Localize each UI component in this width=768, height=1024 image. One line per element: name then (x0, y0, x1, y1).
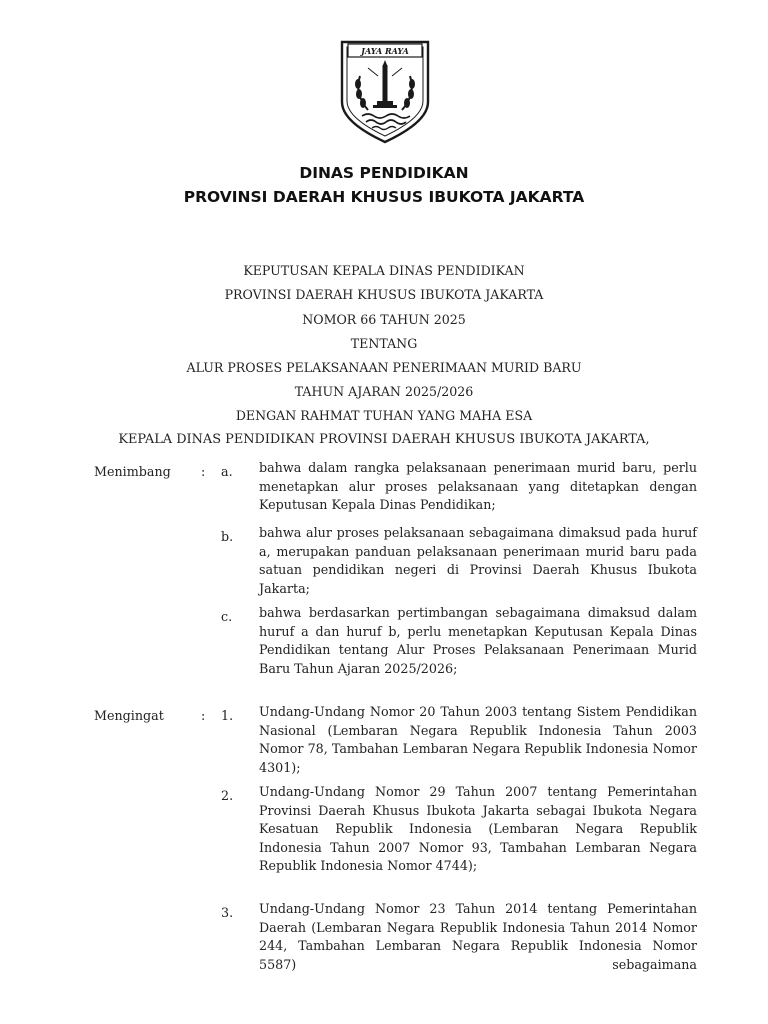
agency-name: DINAS PENDIDIKAN (299, 164, 469, 182)
considering-item-c-marker: c. (221, 609, 233, 624)
decree-about: TENTANG (350, 336, 418, 351)
recalling-item-1-text: Undang-Undang Nomor 20 Tahun 2003 tentang Sistem Pendidikan Nasional (Lembaran Negara Republik Indonesia Tahun 2003 Nomor 78, Tambahan Lembaran Negara Republik Indonesia Nomor 4301); (259, 704, 697, 775)
recalling-item-3-marker: 3. (221, 905, 234, 920)
considering-item-a-text: bahwa dalam rangka pelaksanaan penerimaan murid baru, perlu menetapkan alur proses pelaksanaan yang ditetapkan dengan Keputusan Kepala Dinas Pendidikan; (259, 460, 697, 513)
decree-year: TAHUN AJARAN 2025/2026 (294, 384, 474, 399)
logo-motto: JAYA RAYA (361, 46, 409, 56)
recalling-item-2-marker: 2. (221, 788, 234, 803)
considering-colon: : (201, 464, 206, 479)
recalling-item-2-text: Undang-Undang Nomor 29 Tahun 2007 tentang Pemerintahan Provinsi Daerah Khusus Ibukota Jakarta sebagai Ibukota Negara Kesatuan Republik Indonesia (Lembaran Negara Republik Indonesia Tahun 2007 Nomor 93, Tambahan Lembaran Negara Republik Indonesia Nomor 4744); (259, 784, 697, 874)
decree-title: KEPUTUSAN KEPALA DINAS PENDIDIKAN (243, 263, 525, 278)
decree-official: KEPALA DINAS PENDIDIKAN PROVINSI DAERAH KHUSUS IBUKOTA JAKARTA, (118, 432, 650, 447)
recalling-colon: : (201, 708, 206, 723)
decree-region: PROVINSI DAERAH KHUSUS IBUKOTA JAKARTA (224, 287, 544, 302)
jakarta-coat-of-arms-logo (338, 38, 432, 146)
considering-item-b-text: bahwa alur proses pelaksanaan sebagaimana dimaksud pada huruf a, merupakan panduan pelaksanaan penerimaan murid baru pada satuan pendidikan negeri di Provinsi Daerah Khusus Ibukota Jakarta; (259, 525, 697, 596)
decree-subject: ALUR PROSES PELAKSANAAN PENERIMAAN MURID BARU (186, 360, 582, 375)
agency-region: PROVINSI DAERAH KHUSUS IBUKOTA JAKARTA (183, 188, 585, 206)
considering-item-a-marker: a. (221, 464, 233, 479)
considering-item-c-text: bahwa berdasarkan pertimbangan sebagaimana dimaksud dalam huruf a dan huruf b, perlu menetapkan Keputusan Kepala Dinas Pendidikan tentang Alur Proses Pelaksanaan Penerimaan Murid Baru Tahun Ajaran 2025/2026; (259, 605, 697, 676)
considering-item-b-marker: b. (221, 529, 234, 544)
recalling-item-3-text: Undang-Undang Nomor 23 Tahun 2014 tentang Pemerintahan Daerah (Lembaran Negara Republik Indonesia Tahun 2014 Nomor 244, Tambahan Lembaran Negara Republik Indonesia Nomor 5587) sebagaimana (259, 901, 697, 972)
decree-blessing: DENGAN RAHMAT TUHAN YANG MAHA ESA (235, 408, 533, 423)
recalling-label: Mengingat (94, 708, 164, 723)
considering-label: Menimbang (94, 464, 171, 479)
recalling-item-1-marker: 1. (221, 708, 234, 723)
decree-number: NOMOR 66 TAHUN 2025 (302, 312, 466, 327)
